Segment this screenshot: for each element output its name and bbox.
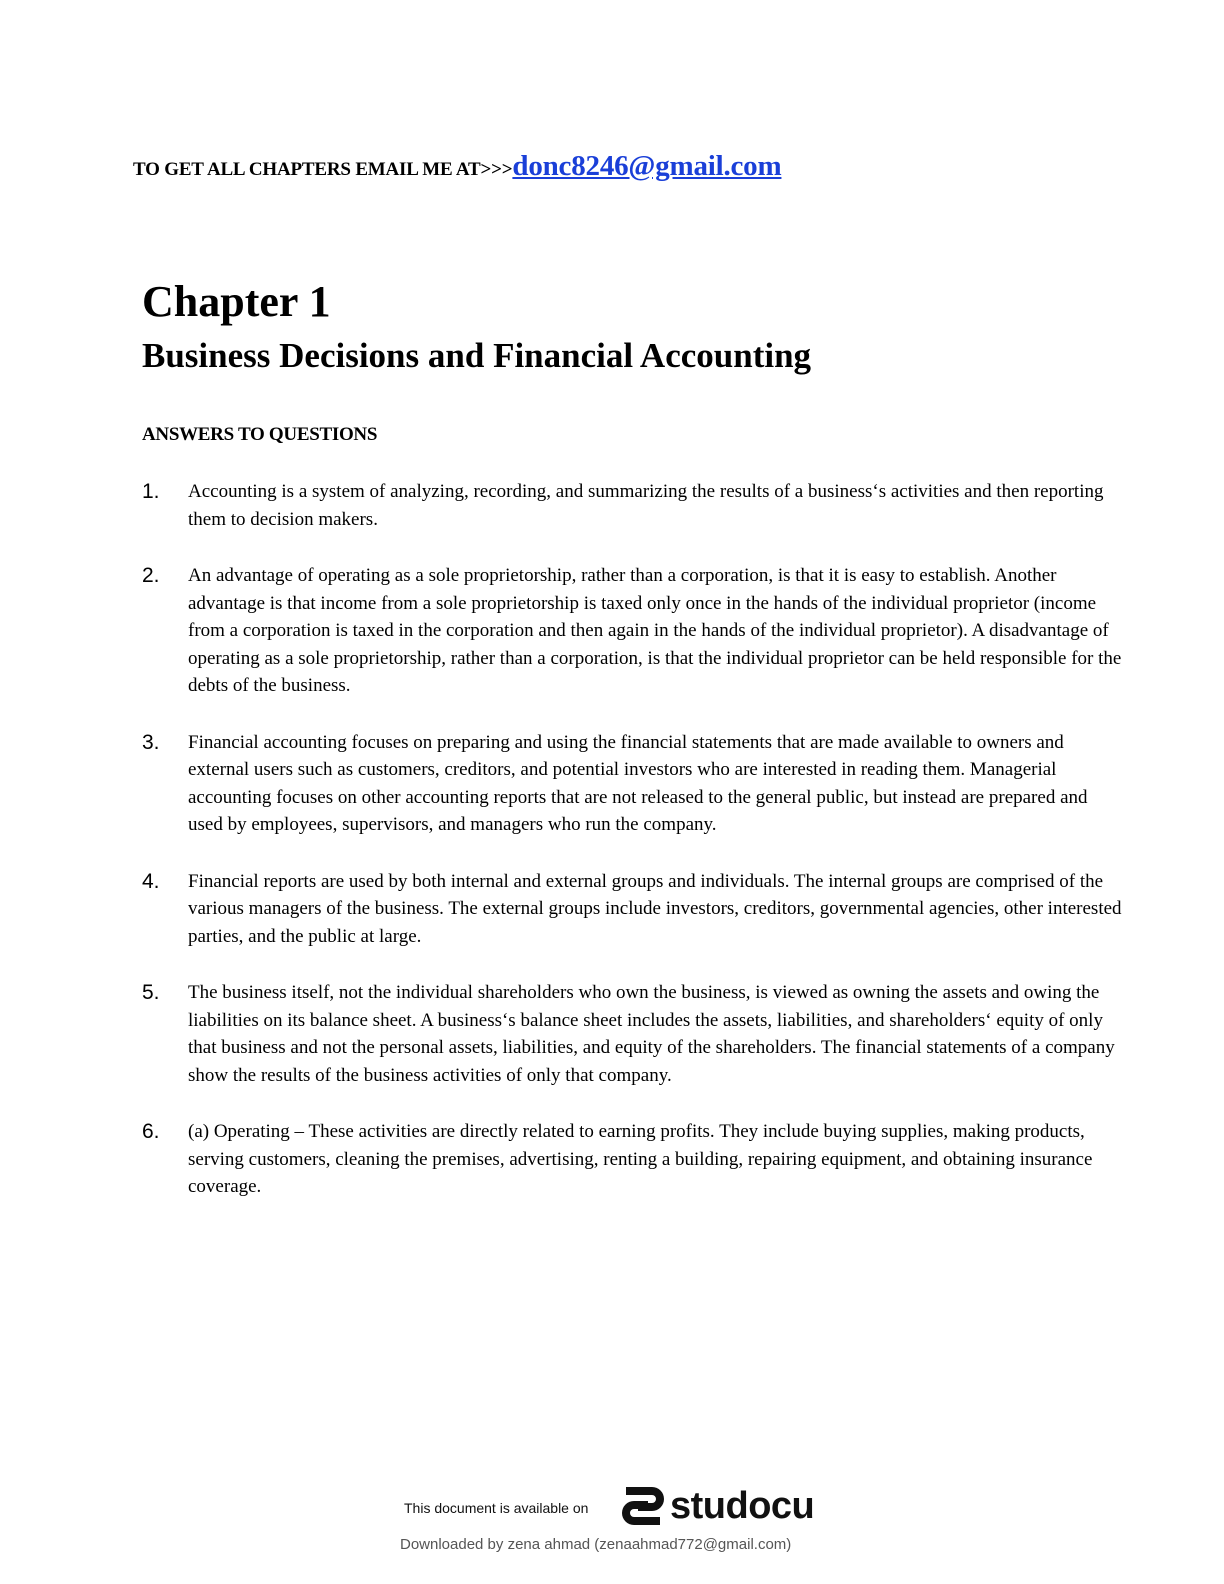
answer-text: The business itself, not the individual shareholders who own the business, is viewed as owning the assets and owing the liabilities on its balance sheet. A business‘s balance sheet includes the assets, liabilities, and shareholders‘ equity of only that business and not the personal assets, liabilities, and equity of the shareholders. The financial statements of a company show the results of the business activities of only that company.: [188, 982, 1115, 1086]
answer-number: 6.: [142, 1120, 160, 1143]
answer-item: [142, 979, 1122, 1089]
answer-number: 1.: [142, 480, 160, 503]
section-heading: ANSWERS TO QUESTIONS: [142, 424, 378, 445]
answer-text: An advantage of operating as a sole proprietorship, rather than a corporation, is that it is easy to establish. Another advantage is that income from a sole proprietorship is taxed only once in the hands of the individual proprietor (income from a corporation is taxed in the corporation and then again in the hands of the individual proprietor). A disadvantage of operating as a sole proprietorship, rather than a corporation, is that the individual proprietor can be held responsible for the debts of the business.: [188, 565, 1122, 696]
answer-number: 4.: [142, 869, 160, 893]
email-link[interactable]: donc8246@gmail.com: [512, 150, 782, 182]
studocu-logo[interactable]: [620, 1483, 814, 1529]
chapter-title: Chapter 1: [142, 277, 331, 326]
chapter-subtitle: Business Decisions and Financial Accounting: [142, 336, 812, 375]
answer-item: [142, 1118, 1122, 1201]
answer-number: 5.: [142, 981, 160, 1004]
promo-line: [133, 150, 781, 183]
footer-available-text: This document is available on: [404, 1500, 589, 1516]
answer-text: Accounting is a system of analyzing, recording, and summarizing the results of a business‘s activities and then reporting them to decision makers.: [188, 481, 1104, 530]
answer-item: [142, 562, 1122, 700]
answer-item: [142, 868, 1122, 951]
footer-download-text: Downloaded by zena ahmad (zenaahmad772@gmail.com): [400, 1536, 792, 1553]
answer-number: 3.: [142, 730, 160, 754]
studocu-brand: studocu: [670, 1484, 815, 1527]
answer-text: (a) Operating – These activities are directly related to earning profits. They include buying supplies, making products, serving customers, cleaning the premises, advertising, renting a building, repairing equipment, and obtaining insurance coverage.: [188, 1121, 1093, 1197]
answers-list: [142, 478, 1122, 1230]
answer-item: [142, 729, 1122, 839]
promo-prefix: TO GET ALL CHAPTERS EMAIL ME AT>>>: [133, 159, 513, 180]
answer-item: [142, 478, 1122, 533]
answer-text: Financial reports are used by both internal and external groups and individuals. The internal groups are comprised of the various managers of the business. The external groups include investors, creditors, governmental agencies, other interested parties, and the public at large.: [188, 870, 1122, 947]
answer-text: Financial accounting focuses on preparing and using the financial statements that are made available to owners and external users such as customers, creditors, and potential investors who are interested in reading them. Managerial accounting focuses on other accounting reports that are not released to the general public, but instead are prepared and used by employees, supervisors, and managers who run the company.: [188, 731, 1088, 835]
studocu-s-logo-icon: [620, 1483, 666, 1529]
answer-number: 2.: [142, 564, 160, 587]
